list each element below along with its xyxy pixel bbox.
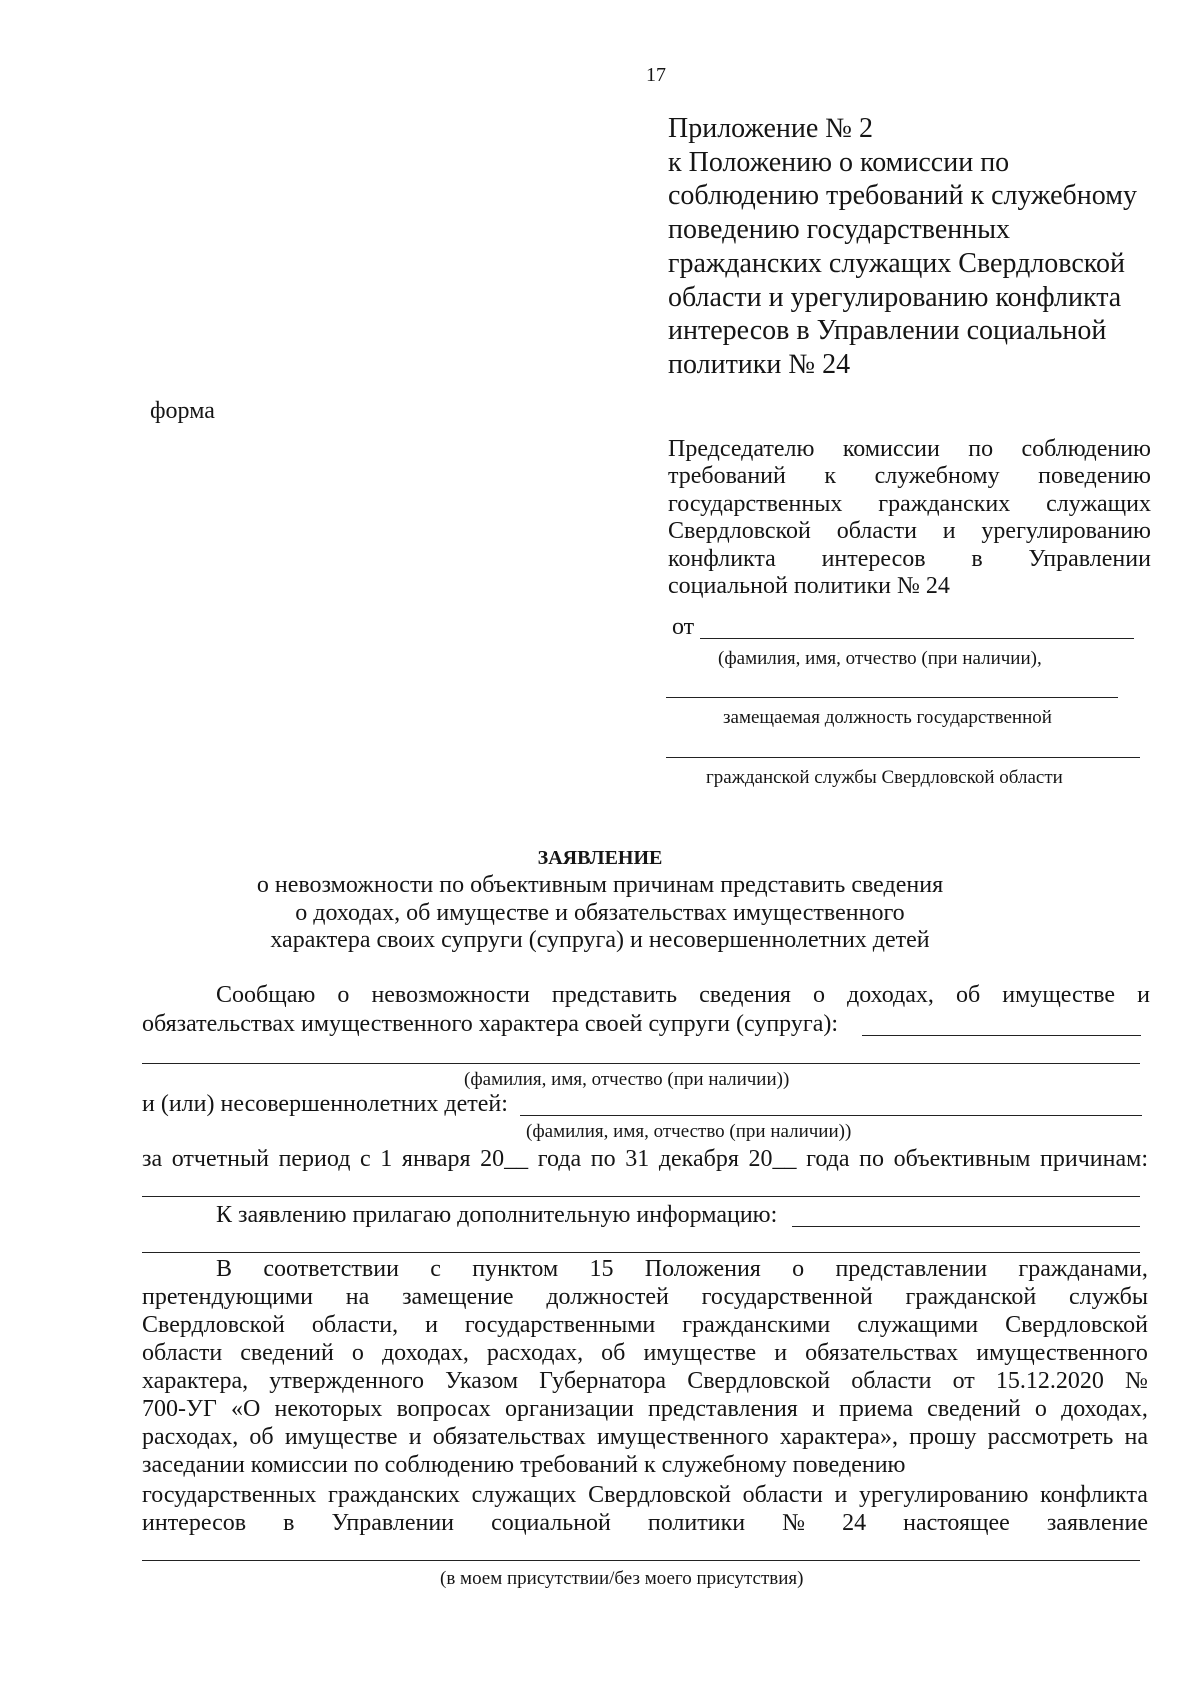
word: на [1124, 1424, 1148, 1450]
children-label: и (или) несовершеннолетних детей: [142, 1091, 508, 1117]
word: организации [504, 1396, 634, 1422]
word: об [249, 1424, 274, 1450]
paragraph-line [142, 1312, 1148, 1339]
word: поведению [1038, 463, 1151, 490]
word: прошу [909, 1424, 977, 1450]
word: Губернатора [539, 1368, 667, 1394]
word: имуществе [643, 1340, 757, 1366]
word: года [806, 1146, 850, 1172]
appendix-line: к Положению о комиссии по [668, 146, 1010, 178]
word: области, [311, 1312, 399, 1338]
word: обязательствах [432, 1424, 586, 1450]
reasons-field[interactable] [142, 1196, 1140, 1197]
word: 15 [589, 1256, 614, 1282]
word: имущественного [596, 1424, 769, 1450]
title-line: о невозможности по объективным причинам представить сведения [256, 872, 944, 899]
appendix-line: соблюдению требований к служебному [668, 180, 1137, 212]
word: служащих [1046, 490, 1151, 517]
word: о [792, 1256, 805, 1282]
period-line [142, 1146, 1148, 1173]
word: приема [839, 1396, 914, 1422]
paragraph-line [142, 1340, 1148, 1367]
word: причинам: [1040, 1146, 1148, 1172]
word: № [1125, 1368, 1148, 1394]
caption-service: гражданской службы Свердловской области [706, 767, 1063, 788]
children-name-field[interactable] [520, 1115, 1142, 1116]
word: 31 [625, 1146, 650, 1172]
word: государственных [668, 490, 843, 517]
word: № [782, 1510, 806, 1536]
caption-name: (фамилия, имя, отчество (при наличии), [718, 648, 1042, 669]
addressee-block [668, 436, 1151, 600]
word: урегулированию [981, 518, 1151, 545]
word: в [283, 1510, 295, 1536]
paragraph-line: заседании комиссии по соблюдению требований к служебному поведению [142, 1452, 906, 1478]
word: по [590, 1146, 616, 1172]
applicant-service-field[interactable] [666, 757, 1140, 758]
attach-label: К заявлению прилагаю дополнительную информацию: [216, 1202, 778, 1228]
word: и [425, 1312, 438, 1338]
word: соответствии [263, 1256, 399, 1282]
statement-line-1 [216, 982, 1150, 1009]
word: государственных [142, 1482, 317, 1508]
word: характера, [142, 1368, 249, 1394]
appendix-line: гражданских служащих Свердловской [668, 247, 1125, 279]
paragraph-line [142, 1510, 1148, 1537]
word: области [742, 1482, 823, 1508]
word: по [968, 436, 994, 462]
word: заявление [1046, 1510, 1148, 1536]
word: Свердловской [1005, 1312, 1148, 1338]
appendix-block [668, 112, 1137, 382]
word: и [408, 1424, 422, 1450]
spouse-name-field-continued[interactable] [142, 1063, 1140, 1064]
addressee-line [668, 546, 1151, 573]
word: Указом [445, 1368, 519, 1394]
word: Свердловской [142, 1312, 285, 1338]
word: расходах, [486, 1340, 584, 1366]
word: социальной [491, 1510, 611, 1536]
word: сведений [240, 1340, 334, 1366]
word: к [824, 463, 837, 490]
applicant-name-field[interactable] [700, 638, 1134, 639]
word: года [537, 1146, 582, 1172]
word: 24 [842, 1510, 867, 1536]
word: соблюдению [1021, 436, 1151, 462]
word: о [1034, 1396, 1047, 1422]
word: конфликта [1040, 1482, 1148, 1508]
word: период [278, 1146, 351, 1172]
caption-presence: (в моем присутствии/без моего присутствия) [440, 1568, 804, 1589]
caption-fio-children: (фамилия, имя, отчество (при наличии)) [526, 1121, 852, 1142]
word: января [401, 1146, 471, 1172]
word: рассмотреть [987, 1424, 1114, 1450]
word: по [859, 1146, 884, 1172]
word: настоящее [903, 1510, 1010, 1536]
word: 15.12.2020 [995, 1368, 1104, 1394]
word: интересов [142, 1510, 247, 1536]
word: 20__ [748, 1146, 797, 1172]
addressee-line [668, 436, 1151, 463]
word: и [834, 1482, 848, 1508]
word: области [836, 518, 917, 545]
presence-field[interactable] [142, 1560, 1140, 1561]
word: от [952, 1368, 975, 1394]
word: объективным [893, 1146, 1031, 1172]
word: 700-УГ [142, 1396, 217, 1422]
paragraph-line [142, 1396, 1148, 1423]
word: должностей [546, 1284, 669, 1310]
word: замещение [402, 1284, 514, 1310]
word: 1 [380, 1146, 393, 1172]
word: Сообщаю [216, 982, 316, 1008]
appendix-line: политики № 24 [668, 348, 851, 380]
applicant-position-field[interactable] [666, 697, 1118, 698]
word: представления [647, 1396, 798, 1422]
word: требований [668, 463, 786, 490]
paragraph-line [142, 1482, 1148, 1509]
word: вопросах [396, 1396, 491, 1422]
word: и [1137, 982, 1150, 1008]
paragraph-line [142, 1284, 1148, 1311]
spouse-name-field[interactable] [862, 1035, 1141, 1036]
word: гражданами, [1018, 1256, 1148, 1282]
word: представить [551, 982, 678, 1008]
appendix-line: поведению государственных [668, 214, 1011, 246]
word: декабря [658, 1146, 739, 1172]
word: Председателю [668, 436, 815, 462]
word: и [774, 1340, 788, 1366]
word: имущественного [976, 1340, 1148, 1366]
page-number: 17 [646, 64, 666, 86]
word: с [430, 1256, 441, 1282]
title-line: о доходах, об имуществе и обязательствах имущественного [295, 899, 905, 926]
word: гражданских [878, 490, 1011, 517]
appendix-line: интересов в Управлении социальной [668, 315, 1107, 347]
word: гражданскими [682, 1312, 831, 1338]
word: интересов [821, 545, 926, 572]
word: претендующими [142, 1284, 313, 1310]
word: о [812, 982, 825, 1008]
word: урегулированию [858, 1482, 1029, 1508]
word: государственными [464, 1312, 656, 1338]
word: об [601, 1340, 626, 1366]
word: о [337, 982, 350, 1008]
word: расходах, [142, 1424, 239, 1450]
word: политики [647, 1510, 746, 1536]
word: 20__ [480, 1146, 529, 1172]
title-heading: ЗАЯВЛЕНИЕ [537, 847, 663, 869]
caption-position: замещаемая должность государственной [723, 707, 1052, 728]
word: государственной [701, 1284, 873, 1310]
word: служебному [874, 463, 1000, 490]
word: Свердловской [687, 1368, 831, 1394]
word: отчетный [171, 1146, 269, 1172]
word: на [345, 1284, 370, 1310]
word: с [360, 1146, 371, 1172]
word: о [351, 1340, 364, 1366]
attachment-field-continued[interactable] [142, 1252, 1140, 1253]
appendix-line: области и урегулированию конфликта [668, 281, 1122, 313]
word: невозможности [371, 982, 530, 1008]
word: характера», [779, 1424, 898, 1450]
document-title [0, 844, 1200, 955]
word: имуществе [284, 1424, 398, 1450]
word: утвержденного [269, 1368, 424, 1394]
from-label: от [672, 614, 695, 640]
word: доходах, [847, 982, 934, 1008]
word: обязательствах [805, 1340, 959, 1366]
word: гражданских [327, 1482, 460, 1508]
paragraph-line [142, 1424, 1148, 1451]
title-line: характера своих супруги (супруга) и несовершеннолетних детей [270, 927, 930, 954]
word: доходах, [1061, 1396, 1148, 1422]
word: гражданской [905, 1284, 1037, 1310]
paragraph-line [216, 1256, 1148, 1283]
form-label: форма [150, 398, 215, 424]
addressee-line [668, 518, 1151, 545]
word: об [955, 982, 981, 1008]
word: некоторых [274, 1396, 383, 1422]
statement-line-2: обязательствах имущественного характера своей супруги (супруга): [142, 1011, 839, 1037]
word: Управлении [331, 1510, 455, 1536]
word: комиссии [842, 436, 940, 462]
word: Свердловской [588, 1482, 731, 1508]
word: пунктом [472, 1256, 559, 1282]
word: области [142, 1340, 223, 1366]
word: служащими [857, 1312, 979, 1338]
word: и [942, 518, 956, 545]
word: Свердловской [668, 518, 811, 545]
word: области [851, 1368, 932, 1394]
word: служащих [471, 1482, 577, 1508]
word: в [971, 545, 983, 572]
word: за [142, 1146, 163, 1172]
word: Управлении [1028, 545, 1151, 572]
word: «О [231, 1396, 261, 1422]
addressee-last-line: социальной политики № 24 [668, 573, 950, 600]
caption-fio-spouse: (фамилия, имя, отчество (при наличии)) [464, 1069, 790, 1090]
word: имуществе [1002, 982, 1116, 1008]
word: сведения [699, 982, 791, 1008]
attachment-field[interactable] [792, 1226, 1140, 1227]
paragraph-line [142, 1368, 1148, 1395]
word: представлении [835, 1256, 988, 1282]
word: сведений [927, 1396, 1021, 1422]
addressee-line [668, 491, 1151, 518]
word: и [812, 1396, 825, 1422]
word: доходах, [381, 1340, 469, 1366]
appendix-line: Приложение № 2 [668, 113, 873, 144]
word: конфликта [668, 545, 776, 572]
word: В [216, 1256, 233, 1282]
word: службы [1069, 1284, 1148, 1310]
addressee-line [668, 463, 1151, 490]
word: Положения [644, 1256, 761, 1282]
